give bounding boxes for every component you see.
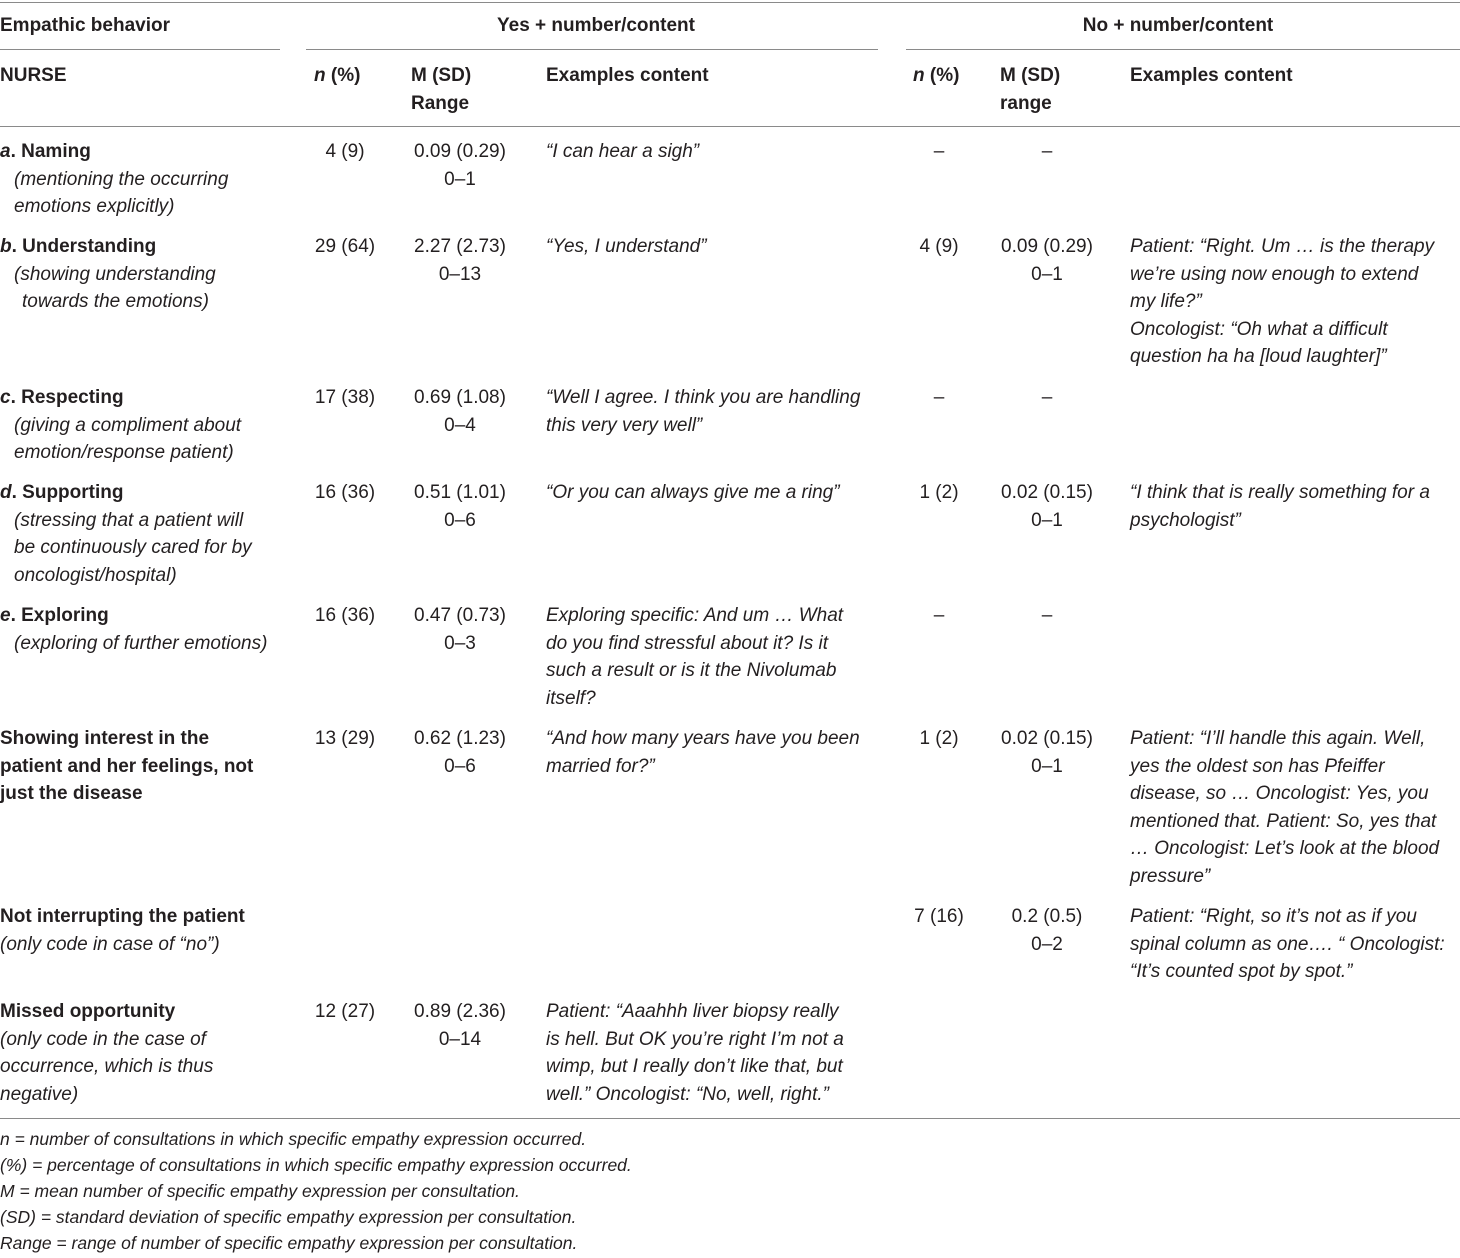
yes-m-line: 0.89 (2.36) (414, 1001, 506, 1022)
behavior-title-line: patient and her feelings, not (0, 755, 254, 777)
header-no-n-rest: (%) (924, 65, 960, 86)
no-m-line: 0.2 (0.5) (1011, 906, 1083, 927)
header-no-m-line2: range (1000, 92, 1052, 114)
header-yes-m (411, 62, 471, 117)
header-no-group: No + number/content (1082, 15, 1274, 36)
behavior-cell (0, 903, 300, 958)
behavior-cell (0, 384, 300, 467)
no-example-line: psychologist” (1130, 509, 1241, 531)
behavior-description-line: (stressing that a patient will (14, 509, 244, 531)
yes-m-line: 0.51 (1.01) (414, 482, 506, 503)
no-n-percent: – (933, 605, 945, 626)
footnote-range: Range = range of number of specific empathy expression per consultation. (0, 1233, 578, 1253)
behavior-description-line: emotion/response patient) (14, 442, 234, 463)
no-n-percent: 4 (9) (919, 236, 959, 257)
no-n-percent: 1 (2) (919, 482, 959, 503)
behavior-cell (0, 479, 300, 589)
no-example-line: Patient: “Right. Um … is the therapy (1130, 236, 1435, 257)
header-yes-n-symbol: n (314, 65, 326, 86)
yes-example-line: “Well I agree. I think you are handling (546, 387, 861, 408)
behavior-description-line: (exploring of further emotions) (14, 632, 268, 654)
behavior-description-line: oncologist/hospital) (14, 564, 177, 586)
behavior-name: . Understanding (11, 236, 157, 257)
yes-example-line: Patient: “Aaahhh liver biopsy really (546, 1001, 839, 1022)
yes-n-percent: 13 (29) (314, 728, 376, 749)
header-no-examples: Examples content (1130, 65, 1293, 86)
header-no-m (1000, 62, 1060, 117)
behavior-description-line: be continuously cared for by (14, 537, 252, 558)
behavior-description-line: (only code in case of “no”) (0, 933, 220, 955)
yes-n-percent: 4 (9) (325, 141, 365, 162)
behavior-name: . Respecting (10, 387, 124, 408)
no-example-line: spinal column as one…. “ Oncologist: (1130, 933, 1445, 955)
no-example-line: “It’s counted spot by spot.” (1130, 961, 1353, 982)
header-nurse: NURSE (0, 65, 67, 86)
no-example-line: my life?” (1130, 291, 1202, 312)
behavior-name: . Supporting (11, 482, 124, 503)
yes-m-line: 0.47 (0.73) (414, 605, 506, 626)
behavior-description-line: (showing understanding (14, 263, 216, 285)
header-yes-group: Yes + number/content (497, 15, 695, 36)
no-n-percent: – (933, 141, 945, 162)
no-mean-sd-range (992, 138, 1102, 166)
no-example-line: disease, so … Oncologist: Yes, you (1130, 783, 1429, 804)
no-n-percent: 7 (16) (914, 906, 964, 927)
yes-mean-sd-range (405, 998, 515, 1053)
yes-example-line: do you find stressful about it? Is it (546, 632, 828, 654)
yes-mean-sd-range (405, 602, 515, 657)
behavior-title-line: Not interrupting the patient (0, 906, 245, 927)
no-mean-sd-range (992, 725, 1102, 780)
header-empathic-behavior: Empathic behavior (0, 15, 170, 36)
yes-examples-content (546, 602, 886, 712)
yes-example-line: wimp, but I really don’t like that, but (546, 1056, 843, 1077)
behavior-letter: e (0, 605, 11, 626)
yes-examples-content (546, 725, 886, 780)
yes-example-line: “I can hear a sigh” (546, 141, 700, 162)
no-example-line: we’re using now enough to extend (1130, 263, 1419, 285)
no-example-line: pressure” (1130, 865, 1211, 887)
yes-group-rule (306, 49, 878, 50)
no-mean-sd-range (992, 233, 1102, 288)
yes-examples-content (546, 138, 886, 166)
no-m-line: 0.09 (0.29) (1001, 236, 1093, 257)
behavior-cell (0, 233, 300, 316)
header-yes-examples: Examples content (546, 65, 709, 86)
yes-m-line: 0–14 (438, 1028, 482, 1050)
top-rule (0, 2, 1460, 3)
no-m-line: 0–1 (1031, 509, 1063, 531)
yes-m-line: 0.62 (1.23) (414, 728, 506, 749)
no-group-rule (906, 49, 1460, 50)
no-n-percent: – (933, 387, 945, 408)
no-mean-sd-range (992, 479, 1102, 534)
behavior-description-line: (mentioning the occurring (14, 168, 229, 190)
yes-mean-sd-range (405, 479, 515, 534)
no-example-line: Patient: “Right, so it’s not as if you (1130, 906, 1417, 927)
no-example-line: Patient: “I’ll handle this again. Well, (1130, 728, 1426, 749)
yes-examples-content (546, 233, 886, 261)
yes-mean-sd-range (405, 384, 515, 439)
no-m-line: 0–1 (1031, 755, 1063, 777)
header-no-n-symbol: n (913, 65, 925, 86)
behavior-description-line: emotions explicitly) (14, 196, 175, 217)
footnote-percent: (%) = percentage of consultations in which specific empathy expression occurred. (0, 1155, 632, 1175)
behavior-name: . Naming (10, 141, 91, 162)
behavior-title (0, 138, 300, 166)
behavior-title (0, 602, 300, 630)
header-yes-m-line1: M (SD) (411, 65, 472, 86)
behavior-name: . Exploring (10, 605, 109, 626)
yes-example-line: “And how many years have you been (546, 728, 860, 749)
yes-example-line: such a result or is it the Nivolumab (546, 660, 837, 681)
behavior-cell (0, 998, 300, 1108)
col1-group-rule (0, 49, 280, 50)
no-example-line: question ha ha [loud laughter]” (1130, 346, 1387, 367)
yes-example-line: itself? (546, 687, 596, 709)
no-examples-content (1130, 479, 1460, 534)
yes-example-line: “Or you can always give me a ring” (546, 482, 840, 503)
no-m-line: 0–1 (1031, 263, 1063, 285)
yes-example-line: “Yes, I understand” (546, 236, 707, 257)
behavior-description-line: (only code in the case of (0, 1028, 206, 1050)
yes-m-line: 0.69 (1.08) (414, 387, 506, 408)
no-n-percent: 1 (2) (919, 728, 959, 749)
yes-example-line: is hell. But OK you’re right I’m not a (546, 1028, 844, 1050)
no-examples-content (1130, 233, 1460, 371)
yes-m-line: 0–1 (444, 168, 476, 190)
yes-examples-content (546, 998, 886, 1108)
yes-n-percent: 17 (38) (314, 387, 376, 408)
yes-mean-sd-range (405, 138, 515, 193)
yes-example-line: well.” Oncologist: “No, well, right.” (546, 1083, 829, 1105)
yes-examples-content (546, 479, 886, 507)
yes-example-line: married for?” (546, 755, 655, 777)
behavior-title-line: Showing interest in the (0, 728, 210, 749)
yes-m-line: 0–3 (444, 632, 476, 654)
behavior-description-line: towards the emotions) (22, 291, 209, 312)
no-examples-content (1130, 725, 1460, 890)
no-mean-sd-range (992, 602, 1102, 630)
no-example-line: Oncologist: “Oh what a difficult (1130, 318, 1388, 340)
behavior-cell (0, 725, 300, 808)
behavior-description-line: negative) (0, 1083, 79, 1105)
yes-m-line: 0–4 (444, 414, 476, 436)
yes-m-line: 0–6 (444, 755, 476, 777)
behavior-description-line: occurrence, which is thus (0, 1056, 214, 1077)
yes-mean-sd-range (405, 233, 515, 288)
no-m-line: 0–2 (1031, 933, 1063, 955)
behavior-letter: a (0, 141, 11, 162)
no-example-line: “I think that is really something for a (1130, 482, 1430, 503)
no-mean-sd-range (992, 384, 1102, 412)
no-m-line: – (1041, 387, 1053, 408)
no-example-line: mentioned that. Patient: So, yes that (1130, 810, 1437, 832)
no-m-line: – (1041, 605, 1053, 626)
yes-n-percent: 16 (36) (314, 482, 376, 503)
behavior-title (0, 233, 300, 261)
behavior-letter: c (0, 387, 11, 408)
footnote-n: n = number of consultations in which specific empathy expression occurred. (0, 1129, 587, 1149)
behavior-title-line: just the disease (0, 783, 143, 804)
yes-m-line: 0–13 (438, 263, 482, 285)
yes-example-line: this very very well” (546, 414, 703, 436)
behavior-letter: d (0, 482, 12, 503)
behavior-description-line: (giving a compliment about (14, 414, 242, 436)
no-m-line: – (1041, 141, 1053, 162)
yes-m-line: 2.27 (2.73) (414, 236, 506, 257)
header-no-n (913, 62, 959, 90)
behavior-title-line: Missed opportunity (0, 1001, 176, 1022)
header-yes-n-rest: (%) (325, 65, 361, 86)
yes-n-percent: 16 (36) (314, 605, 376, 626)
no-examples-content (1130, 903, 1460, 986)
no-mean-sd-range (992, 903, 1102, 958)
yes-n-percent: 29 (64) (314, 236, 376, 257)
header-yes-n (314, 62, 360, 90)
behavior-letter: b (0, 236, 12, 257)
no-m-line: 0.02 (0.15) (1001, 482, 1093, 503)
yes-m-line: 0.09 (0.29) (414, 141, 506, 162)
yes-n-percent: 12 (27) (314, 1001, 376, 1022)
behavior-cell (0, 602, 300, 657)
header-bottom-rule (0, 126, 1460, 127)
behavior-title (0, 384, 300, 412)
footnote-mean: M = mean number of specific empathy expression per consultation. (0, 1181, 520, 1201)
header-no-m-line1: M (SD) (1000, 65, 1061, 86)
footnote-sd: (SD) = standard deviation of specific empathy expression per consultation. (0, 1207, 577, 1227)
table-bottom-rule (0, 1118, 1460, 1119)
behavior-cell (0, 138, 300, 221)
no-example-line: yes the oldest son has Pfeiffer (1130, 755, 1385, 777)
header-yes-m-line2: Range (411, 92, 470, 114)
yes-example-line: Exploring specific: And um … What (546, 605, 844, 626)
yes-examples-content (546, 384, 886, 439)
no-example-line: … Oncologist: Let’s look at the blood (1130, 838, 1440, 859)
yes-m-line: 0–6 (444, 509, 476, 531)
no-m-line: 0.02 (0.15) (1001, 728, 1093, 749)
yes-mean-sd-range (405, 725, 515, 780)
behavior-title (0, 479, 300, 507)
